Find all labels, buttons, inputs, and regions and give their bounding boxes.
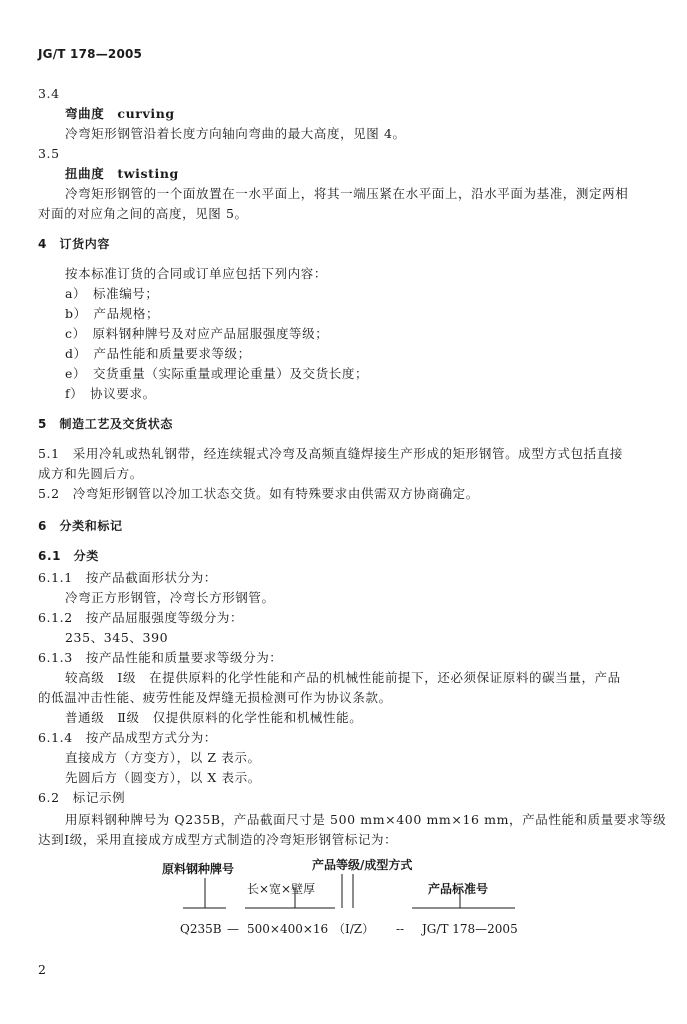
order-intro: 按本标准订货的合同或订单应包括下列内容： [65, 266, 328, 281]
label-standard-number: 产品标准号 [428, 882, 489, 896]
order-item: d） 产品性能和质量要求等级； [65, 346, 251, 361]
standard-header: JG/T 178—2005 [38, 47, 143, 61]
marking-diagram [150, 856, 530, 946]
clause-6-1: 6.1 分类 [38, 549, 99, 563]
curving-definition: 冷弯矩形钢管沿着长度方向轴向弯曲的最大高度，见图 4。 [65, 126, 406, 141]
clause-6-1-1-value: 冷弯正方形钢管，冷弯长方形钢管。 [65, 590, 275, 605]
clause-6-1-2: 6.1.2 按产品屈服强度等级分为： [38, 610, 244, 625]
example-line2: 达到Ⅰ级，采用直接成方成型方式制造的冷弯矩形钢管标记为： [38, 832, 398, 847]
order-item: e） 交货重量（实际重量或理论重量）及交货长度； [65, 366, 369, 381]
order-item: c） 原料钢种牌号及对应产品屈服强度等级； [65, 326, 329, 341]
value-steel-grade: Q235B [180, 922, 222, 936]
clause-5-1-line2: 成方和先圆后方。 [38, 466, 143, 481]
order-item: f） 协议要求。 [65, 386, 156, 401]
clause-3-5-number: 3.5 [38, 146, 60, 161]
value-grade-forming: （Ⅰ/Z） [333, 922, 375, 936]
grade-2: 普通级 Ⅱ级 仅提供原料的化学性能和机械性能。 [65, 710, 363, 725]
grade-1-line2: 的低温冲击性能、疲劳性能及焊缝无损检测可作为协议条款。 [38, 690, 392, 705]
section-4-title: 4 订货内容 [38, 237, 110, 251]
clause-3-4-number: 3.4 [38, 86, 60, 101]
label-steel-grade: 原料钢种牌号 [162, 862, 235, 876]
clause-6-1-2-value: 235、345、390 [65, 630, 169, 645]
clause-5-1-line1: 5.1 采用冷轧或热轧钢带，经连续辊式冷弯及高频直缝焊接生产形成的矩形钢管。成型方式包括直接 [38, 446, 623, 461]
example-line1: 用原料钢种牌号为 Q235B，产品截面尺寸是 500 mm×400 mm×16 mm，产品性能和质量要求等级 [65, 812, 667, 827]
clause-6-1-3: 6.1.3 按产品性能和质量要求等级分为： [38, 650, 283, 665]
twisting-definition-line1: 冷弯矩形钢管的一个面放置在一水平面上，将其一端压紧在水平面上，沿水平面为基准，测定两相 [65, 186, 629, 201]
page-number: 2 [38, 962, 47, 977]
label-dimensions: 长×宽×壁厚 [247, 882, 316, 896]
clause-5-2: 5.2 冷弯矩形钢管以冷加工状态交货。如有特殊要求由供需双方协商确定。 [38, 486, 479, 501]
clause-6-1-1: 6.1.1 按产品截面形状分为： [38, 570, 217, 585]
label-grade-forming: 产品等级/成型方式 [312, 858, 413, 872]
forming-round-first: 先圆后方（圆变方），以 X 表示。 [65, 770, 261, 785]
dash-separator: -- [396, 922, 405, 936]
section-5-title: 5 制造工艺及交货状态 [38, 417, 173, 431]
term-twisting: 扭曲度 twisting [65, 166, 179, 181]
clause-6-2: 6.2 标记示例 [38, 790, 126, 805]
value-standard-number: JG/T 178—2005 [422, 922, 518, 936]
twisting-definition-line2: 对面的对应角之间的高度，见图 5。 [38, 206, 248, 221]
order-item: b） 产品规格； [65, 306, 160, 321]
dash-separator: — [227, 922, 239, 936]
section-6-title: 6 分类和标记 [38, 519, 123, 533]
value-dimensions: 500×400×16 [247, 922, 329, 936]
forming-direct: 直接成方（方变方），以 Z 表示。 [65, 750, 261, 765]
term-curving: 弯曲度 curving [65, 106, 175, 121]
order-item: a） 标准编号； [65, 286, 159, 301]
clause-6-1-4: 6.1.4 按产品成型方式分为： [38, 730, 217, 745]
grade-1-line1: 较高级 Ⅰ级 在提供原料的化学性能和产品的机械性能前提下，还必须保证原料的碳当量，产品 [65, 670, 621, 685]
